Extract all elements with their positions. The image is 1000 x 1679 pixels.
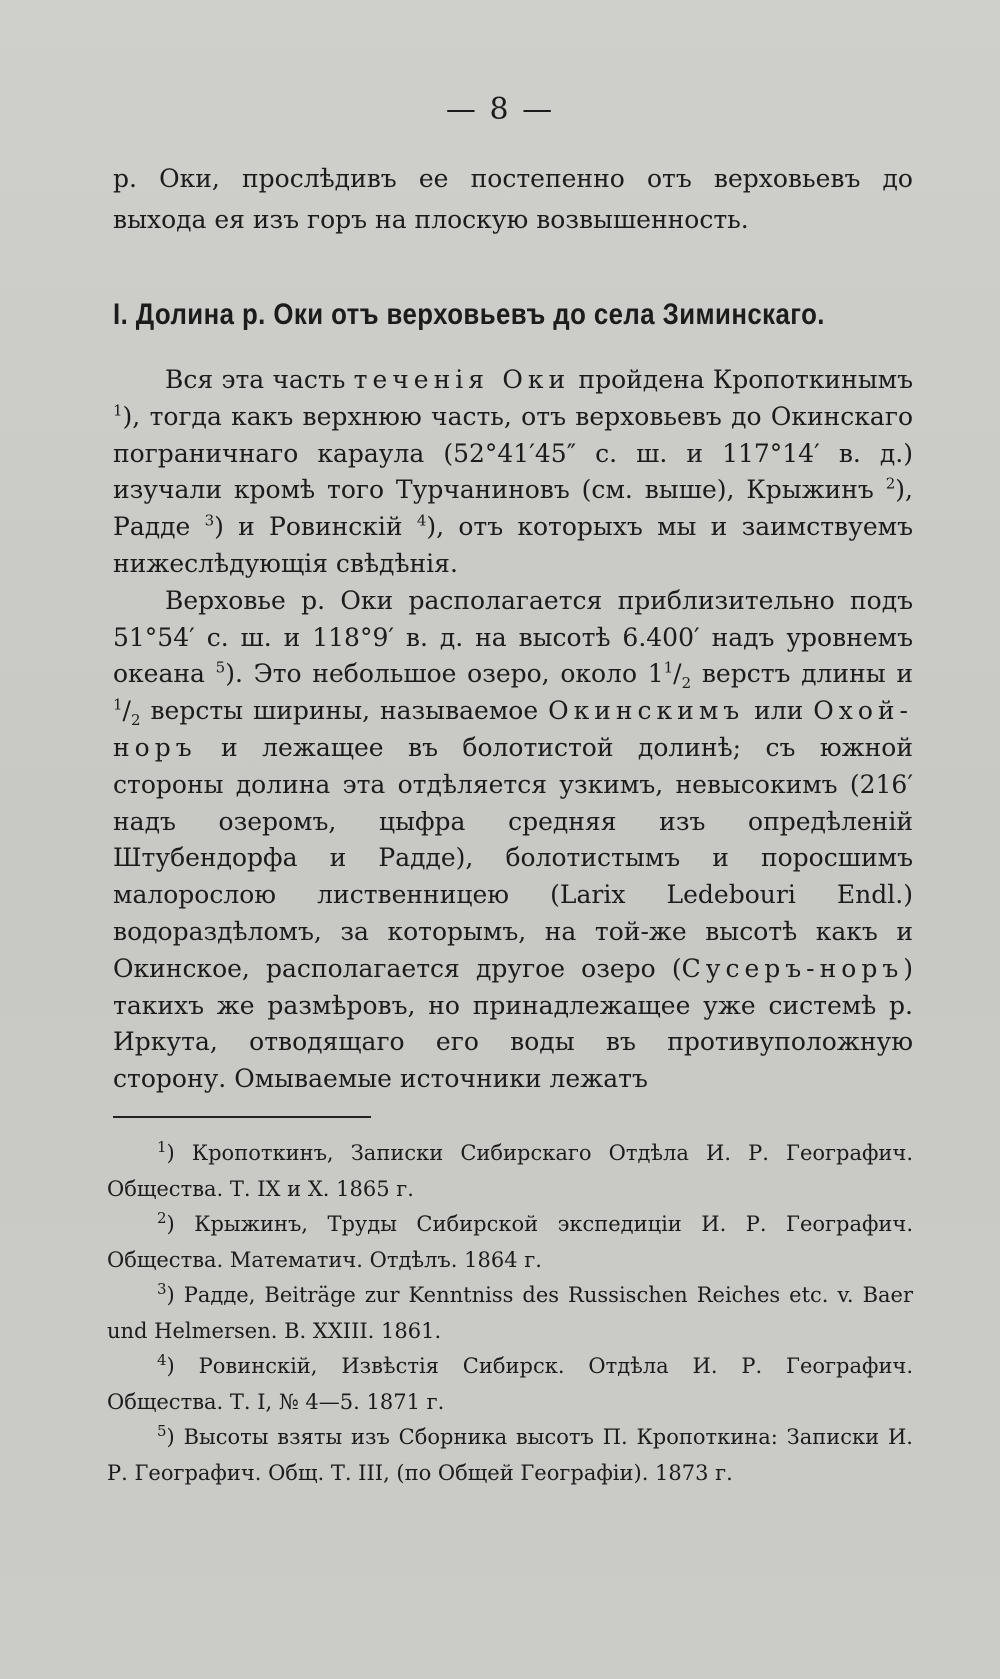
p1-text-d: ), Радде — [113, 475, 913, 542]
p2-text-b: ). Это небольшое озеро, около 1 — [225, 659, 664, 689]
footnote-ref-5: 5 — [215, 659, 226, 678]
footnote-mark: 2 — [157, 1209, 167, 1227]
footnote-mark: 1 — [157, 1138, 167, 1156]
footnote-mark: 3 — [157, 1280, 167, 1298]
p1-spaced-term: теченія Оки — [353, 365, 571, 394]
p2-text-c: верстъ длины и — [691, 659, 914, 689]
footnote-ref-1: 1 — [113, 401, 123, 420]
p2-spaced-term: Охой-норъ — [113, 696, 913, 762]
p1-text-e: ) и Ровинскій — [214, 512, 417, 542]
footnote-1 — [107, 1136, 913, 1207]
footnote-text: ) Крыжинъ, Труды Сибирской экспедиціи И. Р. Географич. Общества. Математич. Отдѣлъ. 1864 г. — [107, 1212, 913, 1272]
paragraph-2: Верховье р. Оки располагается приблизительно подъ 51°54′ с. ш. и 118°9′ в. д. на высотѣ 6.400′ надъ уровнемъ океана $^5$). Это небольшое озеро, около $1^1/_2$ верстъ длины и $^1/_2$ версты ширины, называемое Окинскимъ или Охой-норъ и лежащее въ болотистой долинѣ; съ южной стороны долина эта отдѣляется узкимъ, невысокимъ (216′ надъ озеромъ, цыфра средняя изъ опредѣленій Штубендорфа и Радде), болотистымъ и поросшимъ малорослою лиственницею (Larix Ledebouri Endl.) водораздѣломъ, за которымъ, на той-же высотѣ какъ и Окинское, располагается другое озеро (Сусеръ-норъ) такихъ же размѣровъ, но принадлежащее уже системѣ р. Иркута, отводящаго его воды въ противуположную сторону. Омываемые источники лежатъ — [113, 585, 914, 1094]
body-text — [113, 362, 913, 1098]
p1-text-c: ), тогда какъ верхнюю часть, отъ верховьевъ до Окинскаго пограничнаго караула (52°41′45″ с. ш. и 117°14′ в. д.) изучали кромѣ того Турчаниновъ (см. выше), Крыжинъ — [113, 401, 913, 505]
p2-text-f: и лежащее въ болотистой долинѣ; съ южной стороны долина эта отдѣляется узкимъ, невысокимъ (216′ надъ озеромъ, цыфра средняя изъ опредѣленій Штубендорфа и Радде), болотистымъ и поросшимъ малорослою лиственницею (Larix Ledebouri Endl.) водораздѣломъ, за которымъ, на той-же высотѣ какъ и Окинское, располагается другое озеро ( — [113, 732, 913, 983]
p1-text-f: ), отъ которыхъ мы и заимствуемъ нижеслѣдующія свѣдѣнія. — [113, 512, 913, 578]
paragraph-1 — [113, 362, 913, 583]
footnote-text: ) Ровинскій, Извѣстія Сибирск. Отдѣла И. Р. Географич. Общества. Т. I, № 4—5. 1871 г. — [107, 1354, 913, 1414]
footnote-4 — [107, 1349, 913, 1420]
section-heading: I. Долина р. Оки отъ верховьевъ до села Зиминскаго. — [113, 298, 825, 331]
fraction-numerator: 1 — [113, 695, 123, 714]
p2-spaced-term: Окинскимъ — [548, 696, 745, 726]
footnote-mark: 5 — [157, 1422, 167, 1440]
p2-text-d: версты ширины, называемое — [140, 696, 549, 726]
p2-text-e: или — [744, 696, 814, 726]
footnote-5 — [107, 1420, 913, 1491]
footnote-2 — [107, 1207, 913, 1278]
footnote-text: ) Кропоткинъ, Записки Сибирскаго Отдѣла И. Р. Географич. Общества. Т. IX и X. 1865 г. — [107, 1141, 913, 1201]
footnote-divider — [113, 1116, 371, 1118]
p1-text-b: пройдена Кропоткинымъ — [570, 365, 913, 394]
footnote-text: ) Высоты взяты изъ Сборника высотъ П. Кропоткина: Записки И. Р. Географич. Общ. Т. III, (по Общей Географіи). 1873 г. — [107, 1425, 913, 1485]
fraction-denominator: 2 — [681, 674, 692, 693]
page-number: — 8 — — [445, 92, 555, 127]
p1-text-a: Вся эта часть — [165, 365, 354, 394]
footnote-text: ) Радде, Beiträge zur Kenntniss des Russischen Reiches etc. v. Baer und Helmersen. B. XXIII. 1861. — [107, 1283, 913, 1343]
intro-paragraph: р. Оки, прослѣдивъ ее постепенно отъ верховьевъ до выхода ея изъ горъ на плоскую возвышенность. — [113, 164, 913, 234]
footnote-ref-3: 3 — [204, 511, 215, 530]
footnote-ref-4: 4 — [416, 511, 427, 530]
p2-text-g: ) такихъ же размѣровъ, но принадлежащее уже системѣ р. Иркута, отводящаго его воды въ противуположную сторону. Омываемые источники лежатъ — [113, 953, 913, 1094]
footnote-ref-2: 2 — [885, 475, 896, 494]
footnote-3 — [107, 1278, 913, 1349]
footnotes — [107, 1136, 913, 1491]
fraction-denominator: 2 — [130, 711, 141, 730]
p2-text-a: Верховье р. Оки располагается приблизительно подъ 51°54′ с. ш. и 118°9′ в. д. на высотѣ 6.400′ надъ уровнемъ океана — [113, 585, 913, 689]
p2-spaced-term: Сусеръ-норъ — [681, 953, 904, 983]
footnote-mark: 4 — [157, 1351, 167, 1369]
fraction-numerator: 1 — [663, 659, 674, 678]
